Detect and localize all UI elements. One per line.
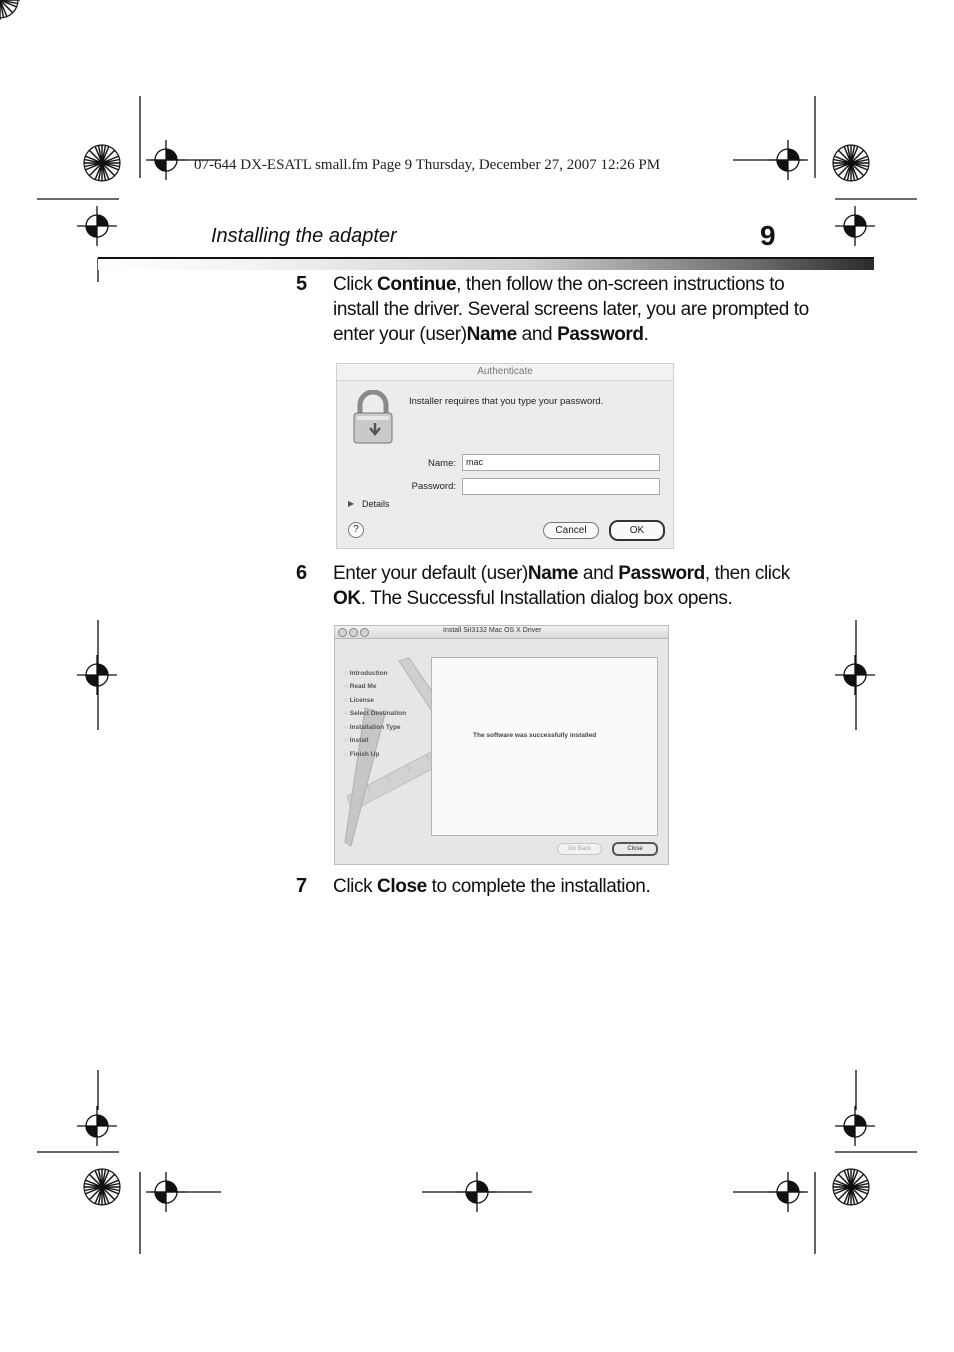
authenticate-dialog [336,363,674,549]
running-head: Installing the adapter [211,225,397,247]
sidebar-step: ○ License [344,697,374,704]
header-line [98,257,874,259]
emphasis: Password [557,324,644,345]
lock-icon [351,390,395,446]
help-button[interactable]: ? [348,522,364,538]
sidebar-step: ○ Install [344,737,369,744]
cancel-button[interactable]: Cancel [543,522,599,539]
dialog-message: Installer requires that you type your password. [409,396,604,407]
password-label: Password: [411,481,456,492]
step-line: install the driver. Several screens later, you are prompted to [333,299,809,320]
emphasis: Password [618,563,705,584]
emphasis: Close [377,876,427,897]
name-label: Name: [428,458,456,469]
step-number: 6 [296,562,308,584]
step-text [333,874,650,899]
ok-button[interactable]: OK [609,520,665,541]
step-number: 5 [296,273,308,295]
step-line: Click Continue, then follow the on-screen instructions to [333,274,785,295]
emphasis: Name [466,324,517,345]
sidebar-step: ○ Read Me [344,683,376,690]
window-title: Install SiI3132 Mac OS X Driver [443,627,542,634]
step-text [333,561,790,611]
step-line: OK. The Successful Installation dialog box opens. [333,588,733,609]
emphasis: OK [333,588,361,609]
close-button[interactable]: Close [612,842,658,856]
dialog-title: Authenticate [477,366,533,377]
sidebar-step: ○ Installation Type [344,724,401,731]
step-text [333,272,809,347]
step-line: Click Close to complete the installation. [333,876,651,897]
installer-window [334,625,669,865]
go-back-button[interactable]: Go Back [557,843,602,855]
starburst-mark [0,0,18,18]
content-pane [431,657,658,836]
close-window-icon[interactable] [338,628,347,637]
sidebar-step: ○ Introduction [344,670,388,677]
details-label[interactable]: Details [362,499,390,509]
password-field[interactable] [462,478,660,495]
emphasis: Name [527,563,579,584]
sidebar-step: ○ Select Destination [344,710,406,717]
success-message: The software was successfully installed [473,732,597,739]
step-line: enter your (user)Name and Password. [333,324,649,345]
sidebar-step: ○ Finish Up [344,751,379,758]
slug-line: 07-644 DX-ESATL small.fm Page 9 Thursday, December 27, 2007 12:26 PM [194,157,661,173]
step-line: Enter your default (user)Name and Password, then click [333,563,790,584]
name-field[interactable]: mac [462,454,660,471]
page-number: 9 [760,220,776,251]
minimize-window-icon[interactable] [349,628,358,637]
emphasis: Continue [377,274,457,295]
zoom-window-icon[interactable] [360,628,369,637]
step-number: 7 [296,875,308,897]
disclosure-triangle-icon[interactable]: ▶ [348,499,355,508]
